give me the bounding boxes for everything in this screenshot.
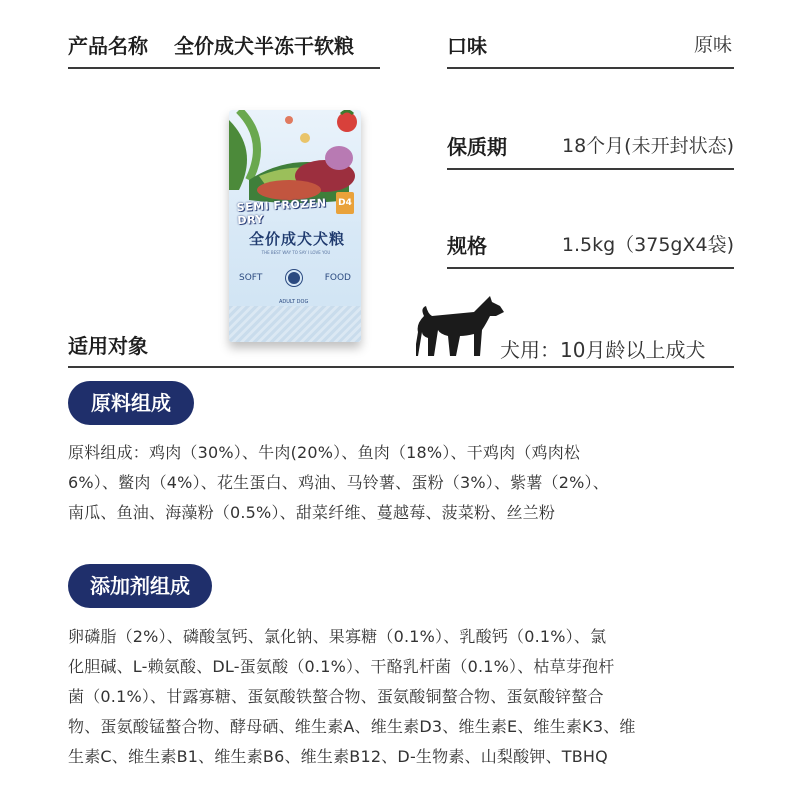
ingredients-line: 南瓜、鱼油、海藻粉（0.5%）、甜菜纤维、蔓越莓、菠菜粉、丝兰粉: [68, 503, 556, 522]
additives-line: 菌（0.1%）、甘露寡糖、蛋氨酸铁螯合物、蛋氨酸铜螯合物、蛋氨酸锌螯合: [68, 687, 604, 706]
target-label: 适用对象: [68, 334, 148, 358]
product-package-image: [229, 110, 361, 342]
ingredients-text: [68, 438, 748, 528]
package-soft-text: SOFT: [239, 273, 263, 283]
package-title-cn: 全价成犬犬粮: [248, 230, 345, 248]
package-soft-food-row: [239, 270, 351, 286]
package-adult-line1: ADULT DOG: [279, 299, 309, 305]
package-logo-icon: [286, 270, 302, 286]
additives-line: 生素C、维生素B1、维生素B6、维生素B12、D-生物素、山梨酸钾、TBHQ: [68, 747, 608, 766]
divider: [447, 67, 734, 69]
divider: [68, 67, 380, 69]
spec-value: 1.5kg（375gX4袋): [561, 234, 734, 256]
divider: [447, 267, 734, 269]
target-value: 犬用：10月龄以上成犬: [500, 338, 706, 362]
package-title-en: SEMI FROZEN DRY: [236, 196, 327, 228]
package-tagline: THE BEST WAY TO SAY I LOVE YOU: [261, 250, 331, 255]
ingredients-heading: 原料组成: [68, 381, 194, 425]
shelf-life-value: 18个月(未开封状态): [561, 135, 734, 157]
divider: [447, 168, 734, 170]
product-name-value: 全价成犬半冻干软粮: [174, 34, 354, 58]
flavor-label: 口味: [447, 34, 487, 58]
divider: [68, 366, 734, 368]
additives-text: [68, 622, 758, 772]
product-name-label: 产品名称: [68, 34, 148, 58]
additives-line: 化胆碱、L-赖氨酸、DL-蛋氨酸（0.1%）、干酪乳杆菌（0.1%）、枯草芽孢杆: [68, 657, 615, 676]
dog-silhouette-icon: [416, 294, 506, 360]
package-bottom-texture: [229, 306, 361, 342]
ingredients-line: 6%）、鳖肉（4%）、花生蛋白、鸡油、马铃薯、蛋粉（3%）、紫薯（2%）、: [68, 473, 609, 492]
flavor-value: 原味: [693, 34, 732, 56]
ingredients-line: 原料组成：鸡肉（30%）、牛肉(20%）、鱼肉（18%）、干鸡肉（鸡肉松: [68, 443, 581, 462]
package-food-text: FOOD: [324, 273, 351, 283]
package-badge: D4: [336, 192, 354, 214]
spec-label: 规格: [447, 234, 487, 258]
shelf-life-label: 保质期: [447, 135, 507, 159]
additives-heading: 添加剂组成: [68, 564, 212, 608]
additives-line: 物、蛋氨酸锰螯合物、酵母硒、维生素A、维生素D3、维生素E、维生素K3、维: [68, 717, 636, 736]
additives-line: 卵磷脂（2%）、磷酸氢钙、氯化钠、果寡糖（0.1%）、乳酸钙（0.1%）、氯: [68, 627, 607, 646]
